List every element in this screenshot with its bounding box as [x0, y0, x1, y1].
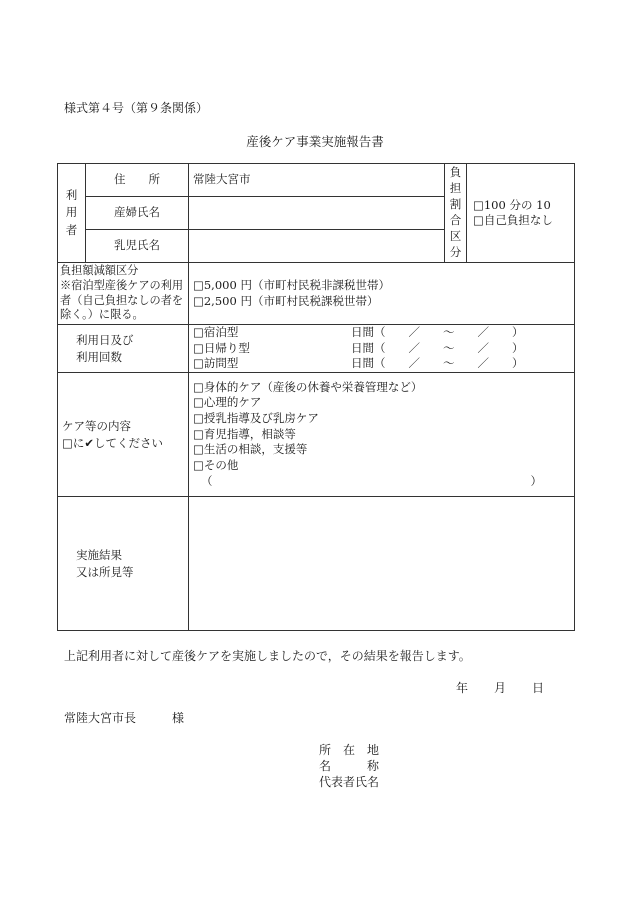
care-content-items — [189, 373, 575, 497]
date-year[interactable]: 年 — [456, 681, 469, 695]
report-statement: 上記利用者に対して産後ケアを実施しましたので，その結果を報告します。 — [64, 649, 471, 663]
care-item-other[interactable]: □その他 — [193, 457, 239, 472]
care-content-label: ケア等の内容 □に✔してください — [58, 373, 189, 497]
care-other-detail-field[interactable] — [193, 474, 570, 490]
infant-name-label: 乳児氏名 — [86, 230, 189, 263]
usage-days-field[interactable]: 日間（ ／ ～ ／ ） — [351, 356, 524, 371]
date-month[interactable]: 月 — [494, 681, 507, 695]
signer-location-label: 所 在 地 — [319, 743, 380, 757]
usage-type-visit — [193, 356, 570, 372]
care-item-psychological[interactable]: □心理的ケア — [193, 395, 262, 410]
mother-name-field[interactable] — [189, 197, 445, 230]
burden-ratio-option-100[interactable]: □100 分の 10 — [473, 197, 551, 212]
close-paren: ） — [530, 473, 542, 488]
care-item-life-support[interactable]: □生活の相談，支援等 — [193, 442, 308, 457]
open-paren: （ — [201, 473, 213, 488]
address-field[interactable]: 常陸大宮市 — [189, 164, 445, 197]
signer-representative-label: 代表者氏名 — [319, 775, 380, 789]
burden-reduction-label: 負担額減額区分 ※宿泊型産後ケアの利用者（自己負担なしの者を除く。）に限る。 — [58, 263, 189, 325]
burden-ratio-options — [467, 164, 575, 263]
usage-type-name[interactable]: □訪問型 — [193, 356, 239, 371]
usage-days-field[interactable]: 日間（ ／ ～ ／ ） — [351, 325, 524, 340]
report-date — [456, 682, 544, 694]
date-day[interactable]: 日 — [532, 681, 545, 695]
usage-type-name[interactable]: □日帰り型 — [193, 340, 250, 355]
burden-reduction-option-5000[interactable]: □5,000 円（市町村民税非課税世帯） — [193, 278, 390, 293]
usage-type-daytrip — [193, 341, 570, 357]
usage-type-name[interactable]: □宿泊型 — [193, 325, 239, 340]
infant-name-field[interactable] — [189, 230, 445, 263]
results-label: 実施結果 又は所見等 — [58, 497, 189, 631]
usage-types — [189, 325, 575, 373]
addressee: 常陸大宮市長 様 — [64, 711, 185, 725]
signer-name-label: 名 称 — [319, 759, 380, 773]
care-item-childcare[interactable]: □育児指導，相談等 — [193, 426, 296, 441]
usage-label: 利用日及び 利用回数 — [58, 325, 189, 373]
report-table — [57, 163, 575, 631]
care-item-physical[interactable]: □身体的ケア（産後の休養や栄養管理など） — [193, 379, 423, 394]
document-title: 産後ケア事業実施報告書 — [246, 134, 384, 149]
burden-ratio-option-none[interactable]: □自己負担なし — [473, 213, 553, 227]
usage-days-field[interactable]: 日間（ ／ ～ ／ ） — [351, 340, 524, 355]
usage-type-overnight — [193, 325, 570, 341]
care-item-breastfeeding[interactable]: □授乳指導及び乳房ケア — [193, 411, 319, 426]
burden-reduction-options — [189, 263, 575, 325]
results-field[interactable] — [189, 497, 575, 631]
mother-name-label: 産婦氏名 — [86, 197, 189, 230]
burden-reduction-option-2500[interactable]: □2,500 円（市町村民税課税世帯） — [193, 293, 379, 308]
burden-ratio-label: 負 担 割 合 区 分 — [445, 164, 467, 263]
user-section-label: 利 用 者 — [58, 164, 86, 263]
form-number: 様式第４号（第９条関係） — [64, 101, 209, 115]
address-label: 住 所 — [86, 164, 189, 197]
